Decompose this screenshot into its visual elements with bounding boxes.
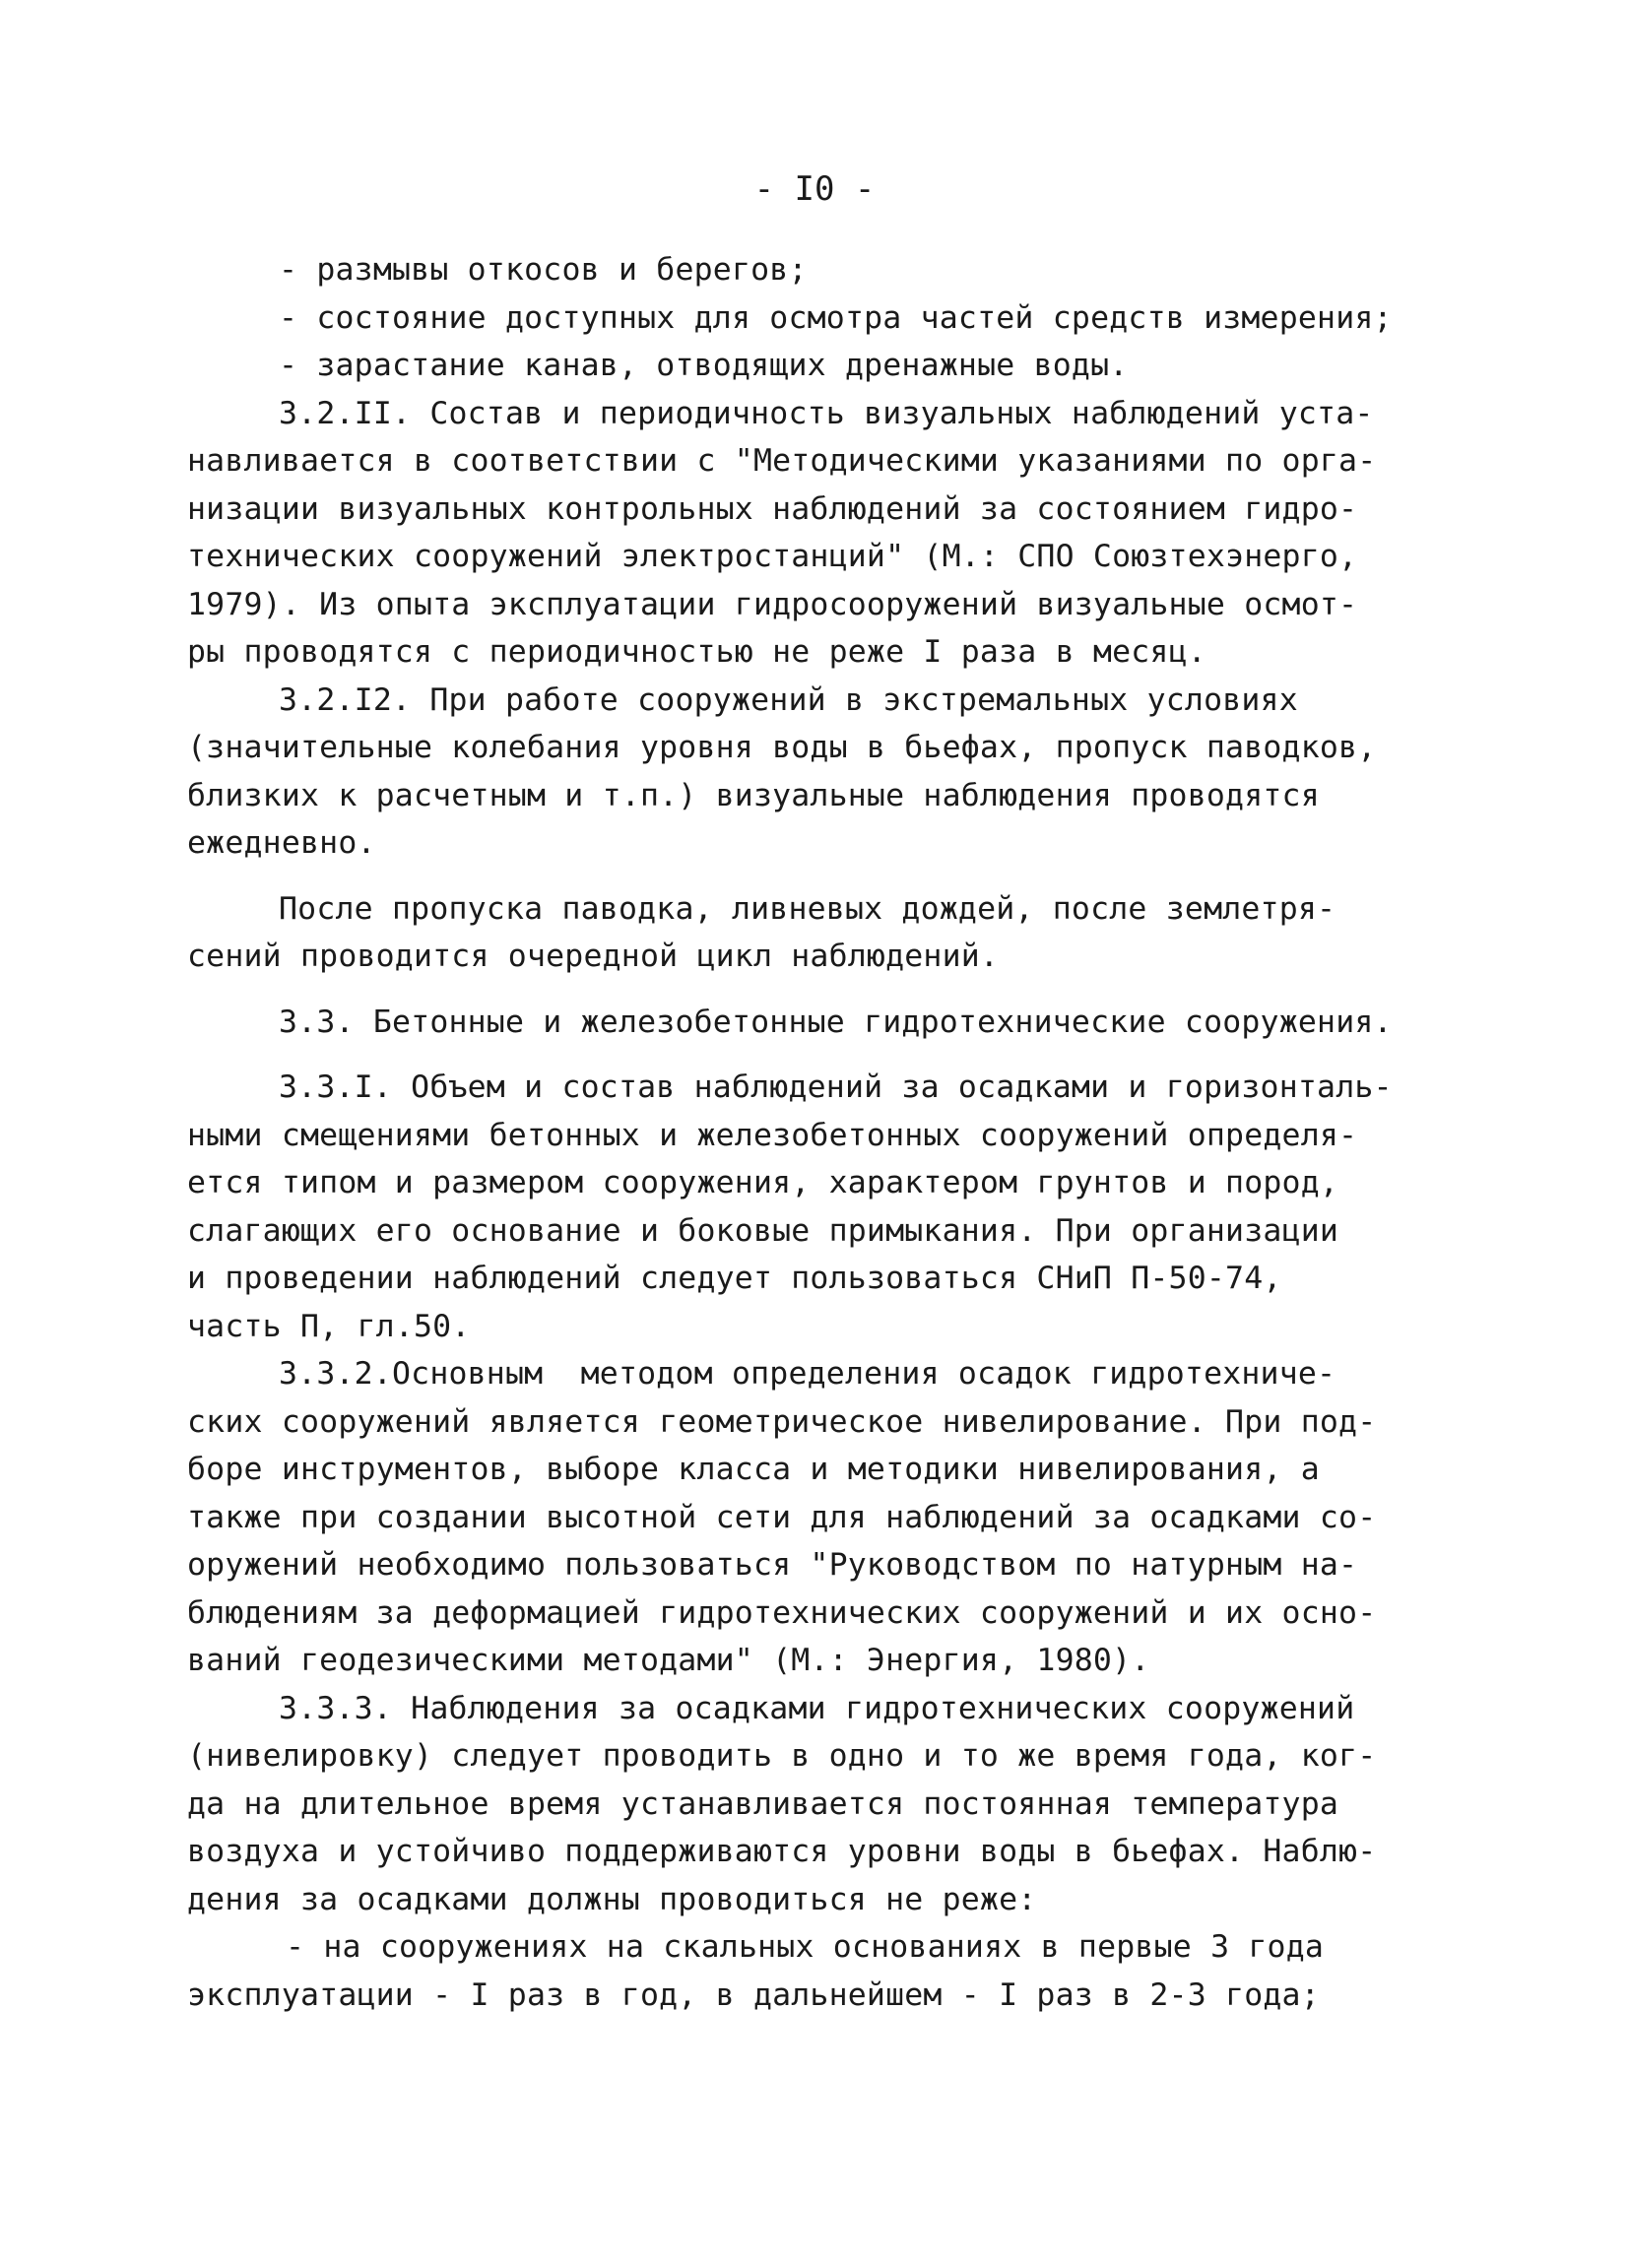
text-line: навливается в соответствии с "Методическими указаниями по орга- <box>187 443 1377 479</box>
text-line: и проведении наблюдений следует пользоваться СНиП П-50-74, <box>187 1261 1282 1296</box>
text-line: 3.2.II. Состав и периодичность визуальных наблюдений уста- <box>279 395 1374 431</box>
text-line: слагающих его основание и боковые примыкания. При организации <box>187 1212 1339 1249</box>
text-line: боре инструментов, выборе класса и методики нивелирования, а <box>187 1452 1320 1487</box>
text-line: 3.3. Бетонные и железобетонные гидротехнические сооружения. <box>279 1004 1393 1040</box>
text-line: 1979). Из опыта эксплуатации гидросооружений визуальные осмот- <box>187 586 1358 622</box>
text-line: ры проводятся с периодичностью не реже I раза в месяц. <box>187 634 1206 670</box>
text-line: технических сооружений электростанций" (М.: СПО Союзтехэнерго, <box>187 539 1358 574</box>
text-line: блюдениям за деформацией гидротехнических сооружений и их осно- <box>187 1594 1377 1631</box>
text-line: часть П, гл.50. <box>187 1308 471 1344</box>
text-line: 3.3.2.Основным методом определения осадок гидротехниче- <box>279 1356 1336 1392</box>
text-line: - размывы откосов и берегов; <box>279 252 808 288</box>
text-line: (значительные колебания уровня воды в бьефах, пропуск паводков, <box>187 730 1377 765</box>
text-line: (нивелировку) следует проводить в одно и то же время года, ког- <box>187 1738 1377 1774</box>
text-line: 3.3.I. Объем и состав наблюдений за осадками и горизонталь- <box>279 1069 1393 1105</box>
text-line: да на длительное время устанавливается постоянная температура <box>187 1785 1339 1822</box>
text-line: воздуха и устойчиво поддерживаются уровни воды в бьефах. Наблю- <box>187 1834 1377 1869</box>
text-line: дения за осадками должны проводиться не реже: <box>187 1881 1037 1917</box>
text-line: сений проводится очередной цикл наблюдений. <box>187 939 1000 974</box>
text-line: - на сооружениях на скальных основаниях в первые 3 года <box>286 1929 1325 1965</box>
page-number: - I0 - <box>753 169 876 209</box>
text-line: ными смещениями бетонных и железобетонных сооружений определя- <box>187 1117 1358 1153</box>
paragraph-gap <box>187 868 1467 885</box>
text-line: ских сооружений является геометрическое нивелирование. При под- <box>187 1403 1377 1440</box>
text-line: После пропуска паводка, ливневых дождей, после землетря- <box>279 890 1336 927</box>
text-line: ваний геодезическими методами" (М.: Энергия, 1980). <box>187 1643 1150 1678</box>
text-line: близких к расчетным и т.п.) визуальные наблюдения проводятся <box>187 777 1320 813</box>
paragraph-gap <box>187 981 1467 999</box>
text-line: также при создании высотной сети для наблюдений за осадками со- <box>187 1499 1377 1535</box>
text-line: низации визуальных контрольных наблюдений за состоянием гидро- <box>187 490 1358 527</box>
paragraph-gap <box>187 1046 1467 1064</box>
text-line: эксплуатации - I раз в год, в дальнейшем - I раз в 2-3 года; <box>187 1976 1320 2013</box>
text-line: ежедневно. <box>187 825 376 861</box>
text-line: ется типом и размером сооружения, характером грунтов и пород, <box>187 1165 1339 1200</box>
text-line: - состояние доступных для осмотра частей средств измерения; <box>279 299 1393 336</box>
text-line: 3.3.3. Наблюдения за осадками гидротехнических сооружений <box>279 1690 1355 1726</box>
body-text <box>187 246 1467 2019</box>
text-line: оружений необходимо пользоваться "Руководством по натурным на- <box>187 1547 1358 1583</box>
text-line: 3.2.I2. При работе сооружений в экстремальных условиях <box>279 681 1298 718</box>
text-line: - зарастание канав, отводящих дренажные воды. <box>279 348 1129 383</box>
